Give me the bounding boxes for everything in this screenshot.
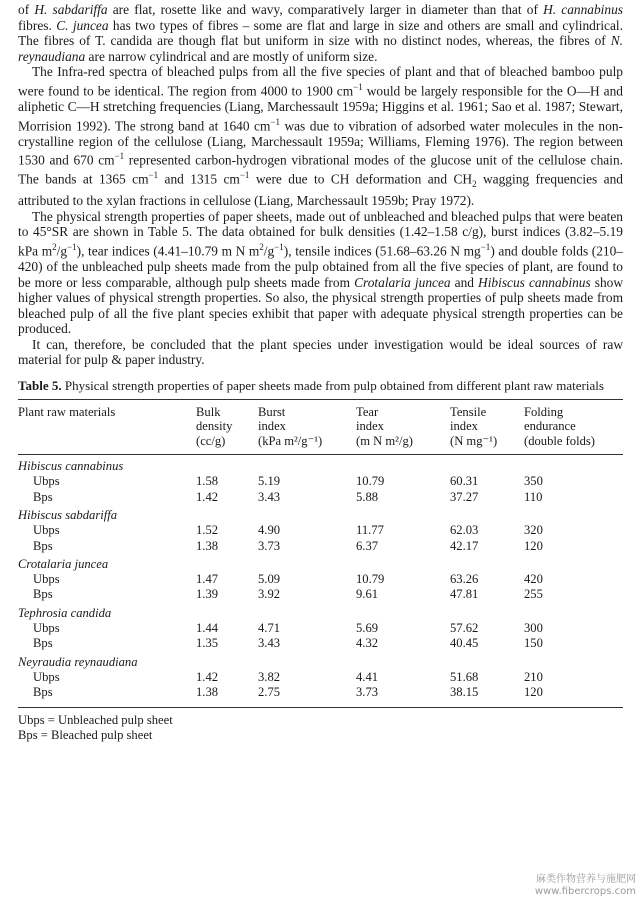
- species-name: Hibiscus cannabinus: [18, 459, 124, 474]
- table-notes: [18, 713, 623, 743]
- table-cell: 4.41: [356, 669, 379, 684]
- table-cell: 9.61: [356, 587, 379, 602]
- text-segment: The Infra-red spectra of bleached pulps from all the five species of plant and that of bleached bamboo pulp were found to be identical. The region from 4000 to 1900 cm: [18, 64, 623, 99]
- species-row: [18, 505, 623, 523]
- paragraph-2: [18, 64, 623, 208]
- table-cell: 3.43: [258, 489, 281, 504]
- table-cell: 3.73: [258, 538, 281, 553]
- text-segment: 2: [259, 241, 264, 252]
- table-cell: 300: [524, 621, 543, 636]
- text-segment: C. juncea: [56, 17, 109, 33]
- column-header-line: (m N m²/g): [356, 433, 413, 448]
- column-header-line: (N mg⁻¹): [450, 433, 498, 448]
- table-cell: 2.75: [258, 685, 281, 700]
- column-header-2: [196, 400, 258, 455]
- text-segment: are flat, rosette like and wavy, comparatively larger in diameter than that of: [107, 2, 544, 17]
- table-cell: 3.82: [258, 669, 281, 684]
- text-segment: −1: [270, 116, 280, 127]
- table-cell: 6.37: [356, 538, 379, 553]
- table-cell: 5.09: [258, 572, 281, 587]
- text-segment: The physical strength properties of paper sheets, made out of unbleached and bleached pulps that were beaten to 45°SR are shown in Table 5. The data obtained for bulk densities (1.42–1.58 c/g), burst indices (3.82–5.19 kPa m: [18, 208, 623, 259]
- pulp-type-label: Bps: [33, 538, 53, 553]
- text-segment: and 1315 cm: [158, 171, 240, 187]
- pulp-type-label: Ubps: [33, 572, 60, 587]
- species-name: Hibiscus sabdariffa: [18, 507, 118, 522]
- column-header-line: Bulk: [196, 404, 221, 419]
- table-cell: 4.90: [258, 523, 281, 538]
- table-cell: 120: [524, 538, 543, 553]
- table-cell: 10.79: [356, 572, 385, 587]
- text-segment: N. reynaudiana: [18, 33, 623, 64]
- watermark-line-2: www.fibercrops.com: [534, 886, 636, 897]
- column-header-1: [18, 400, 196, 455]
- paragraph-1: [18, 2, 623, 64]
- table-cell: 5.19: [258, 474, 281, 489]
- table-row: [18, 474, 623, 489]
- text-segment: 2: [472, 179, 477, 190]
- table-cell: 1.39: [196, 587, 219, 602]
- table-cell: 1.38: [196, 685, 219, 700]
- table-cell: 1.42: [196, 669, 219, 684]
- text-segment: −1: [148, 170, 159, 181]
- text-segment: /g: [56, 243, 68, 259]
- text-segment: −1: [274, 241, 284, 252]
- species-name: Neyraudia reynaudiana: [18, 654, 138, 669]
- text-segment: H. cannabinus: [543, 2, 623, 17]
- table-cell: 38.15: [450, 685, 479, 700]
- table-cell: 320: [524, 523, 543, 538]
- pulp-type-label: Ubps: [33, 621, 60, 636]
- pulp-type-label: Bps: [33, 587, 53, 602]
- table-cell: 150: [524, 636, 543, 651]
- table-cell: 350: [524, 474, 543, 489]
- species-row: [18, 652, 623, 670]
- text-segment: −1: [67, 241, 77, 252]
- article-page: [18, 2, 623, 743]
- table-bottom-rule: [18, 707, 623, 708]
- pulp-type-label: Bps: [33, 685, 53, 700]
- table-cell: 47.81: [450, 587, 479, 602]
- table-cell: 3.43: [258, 636, 281, 651]
- text-segment: −1: [480, 241, 491, 252]
- table-cell: 5.88: [356, 489, 379, 504]
- table-cell: 4.71: [258, 621, 281, 636]
- paragraph-4: [18, 337, 623, 368]
- text-segment: ), tensile indices (51.68–63.26 N mg: [283, 243, 481, 259]
- column-header-4: [356, 400, 450, 455]
- table-cell: 110: [524, 489, 543, 504]
- text-segment: It can, therefore, be concluded that the plant species under investigation would be ideal sources of raw material for pulp & paper industry.: [18, 336, 623, 368]
- table-cell: 1.58: [196, 474, 219, 489]
- text-segment: H. sabdariffa: [34, 2, 108, 17]
- species-row: [18, 603, 623, 621]
- table-cell: 60.31: [450, 474, 479, 489]
- text-segment: wagging frequencies and attributed to the xylan fractions in cellulose (Liang, Marchessault 1959b; Pray 1972).: [18, 171, 623, 209]
- text-segment: /g: [263, 243, 275, 259]
- text-segment: −1: [353, 81, 363, 92]
- text-segment: were due to CH deformation and CH: [249, 171, 473, 187]
- text-segment: of: [18, 2, 35, 17]
- table-caption: [18, 378, 623, 394]
- table-cell: 1.35: [196, 636, 219, 651]
- column-header-line: (cc/g): [196, 433, 226, 448]
- table-cell: 1.47: [196, 572, 219, 587]
- text-segment: are narrow cylindrical and are mostly of uniform size.: [85, 48, 378, 64]
- column-header-3: [258, 400, 356, 455]
- pulp-type-label: Ubps: [33, 474, 60, 489]
- table-row: [18, 490, 623, 505]
- text-segment: and: [450, 274, 479, 290]
- table-row: [18, 539, 623, 554]
- table-caption-label: Table 5.: [18, 378, 62, 394]
- text-segment: represented carbon-hydrogen vibrational modes of the glucose unit of the cellulose chain. The bands at 1365 cm: [18, 152, 623, 187]
- column-header-6: [524, 400, 623, 455]
- table-cell: 120: [524, 685, 543, 700]
- pulp-type-label: Ubps: [33, 523, 60, 538]
- table-row: [18, 572, 623, 587]
- table-row: [18, 685, 623, 700]
- table-cell: 10.79: [356, 474, 385, 489]
- table-row: [18, 636, 623, 651]
- column-header-line: Tear: [356, 404, 379, 419]
- table-cell: 420: [524, 572, 543, 587]
- text-segment: was due to vibration of adsorbed water molecules in the non-crystalline region of the cellulose (Liang, Marchessault 1959a; Williams, Fleming 1976). The region between 1530 and 670 cm: [18, 118, 623, 168]
- table-cell: 1.42: [196, 489, 219, 504]
- table-header-row: [18, 400, 623, 455]
- pulp-type-label: Bps: [33, 636, 53, 651]
- column-header-line: Folding: [524, 404, 564, 419]
- text-segment: has two types of fibres – some are flat and large in size and others are small and cylindrical. The fibres of T. candida are though flat but uniform in size with no distinct nodes, whereas, the fibres of: [18, 17, 623, 49]
- column-header-line: index: [258, 419, 286, 434]
- text-segment: ) and double folds (210–420) of the unbleached pulp sheets made from the pulp obtained from all the five species of plant, are found to be more or less comparable, although pulp sheets made from: [18, 243, 624, 290]
- strength-properties-table-body: [18, 459, 623, 700]
- text-segment: would be largely responsible for the O—H and aliphetic C—H stretching frequencies (Liang, Marchessault 1959a; Higgins et al. 1961; Sao et al. 1987; Stewart, Morrision 1992). The strong band at 1640 cm: [18, 83, 623, 134]
- pulp-type-label: Bps: [33, 489, 53, 504]
- column-header-5: [450, 400, 524, 455]
- table-caption-text: Physical strength properties of paper sheets made from pulp obtained from different plant raw materials: [64, 378, 604, 394]
- table-cell: 42.17: [450, 538, 479, 553]
- table-cell: 37.27: [450, 489, 479, 504]
- table-cell: 40.45: [450, 636, 479, 651]
- pulp-type-label: Ubps: [33, 669, 60, 684]
- species-name: Crotalaria juncea: [18, 556, 109, 571]
- text-segment: −1: [239, 170, 250, 181]
- text-segment: −1: [114, 151, 125, 162]
- table-cell: 255: [524, 587, 543, 602]
- table-cell: 63.26: [450, 572, 479, 587]
- column-header-line: (double folds): [524, 433, 595, 448]
- body-text: [18, 2, 623, 368]
- column-header-line: Plant raw materials: [18, 404, 116, 419]
- text-segment: Hibiscus cannabinus: [478, 274, 591, 290]
- table-cell: 11.77: [356, 523, 384, 538]
- table-cell: 3.73: [356, 685, 379, 700]
- table-cell: 3.92: [258, 587, 281, 602]
- table-row: [18, 523, 623, 538]
- table-cell: 4.32: [356, 636, 379, 651]
- text-segment: ), tear indices (4.41–10.79 m N m: [76, 243, 260, 259]
- table-row: [18, 621, 623, 636]
- table-header-rule: [18, 454, 623, 455]
- table-note: Ubps = Unbleached pulp sheet: [18, 712, 173, 727]
- text-segment: Crotalaria juncea: [354, 274, 451, 290]
- table-cell: 1.38: [196, 538, 219, 553]
- strength-properties-table: [18, 400, 623, 455]
- table-cell: 210: [524, 669, 543, 684]
- table-cell: 51.68: [450, 669, 479, 684]
- column-header-line: index: [450, 419, 478, 434]
- table-note: Bps = Bleached pulp sheet: [18, 727, 153, 742]
- species-row: [18, 459, 623, 474]
- paragraph-3: [18, 209, 623, 337]
- text-segment: fibres.: [18, 17, 57, 33]
- species-name: Tephrosia candida: [18, 605, 112, 620]
- column-header-line: Burst: [258, 404, 286, 419]
- table-row: [18, 670, 623, 685]
- text-segment: 2: [52, 241, 57, 252]
- column-header-line: endurance: [524, 419, 576, 434]
- column-header-line: (kPa m²/g⁻¹): [258, 433, 323, 448]
- table-cell: 5.69: [356, 621, 379, 636]
- text-segment: show higher values of physical strength properties. So also, the physical strength properties of pulp sheets made from bleached pulp of all the five plant species exhibit that paper with adequate physical strength properties can be produced.: [18, 274, 624, 337]
- column-header-line: index: [356, 419, 384, 434]
- table-cell: 1.52: [196, 523, 219, 538]
- species-row: [18, 554, 623, 572]
- column-header-line: Tensile: [450, 404, 487, 419]
- table-cell: 62.03: [450, 523, 479, 538]
- site-watermark: [535, 874, 636, 898]
- table-cell: 1.44: [196, 621, 219, 636]
- table-cell: 57.62: [450, 621, 479, 636]
- watermark-line-1: 麻类作物营养与施肥网: [536, 874, 636, 885]
- column-header-line: density: [196, 419, 233, 434]
- table-row: [18, 587, 623, 602]
